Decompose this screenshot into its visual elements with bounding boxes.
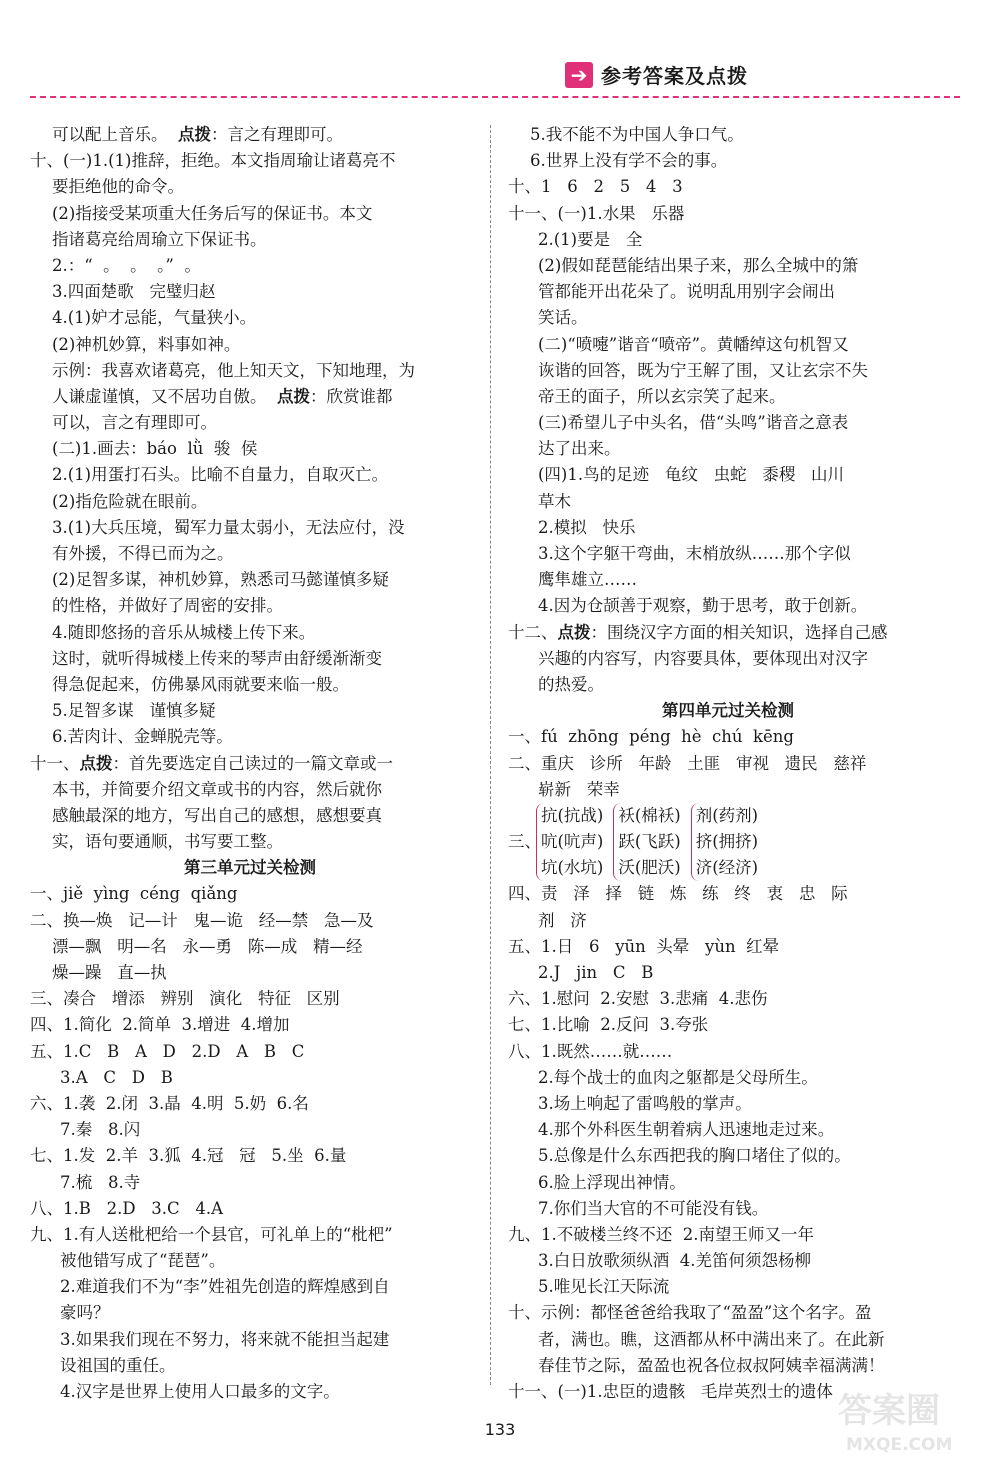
answer-line: 漂—飘 明—名 永—勇 陈—成 精—经 [52,936,363,956]
section-title: 第三单元过关检测 [184,858,316,878]
answer-line: 十一、点拨：首先要选定自己读过的一篇文章或一 [30,753,393,773]
page-number: 133 [484,1420,516,1439]
answer-line: (四)1.鸟的足迹 龟纹 虫蛇 黍稷 山川 [538,465,845,485]
bracket-item: 剂(药剂) [695,805,759,825]
hint-marker: 点拨 [178,125,211,144]
answer-line: (2)指危险就在眼前。 [52,491,208,511]
answer-line: 四、责 泽 择 链 炼 练 终 衷 忠 际 [508,884,848,904]
answer-line: 草木 [538,491,571,511]
answer-line: 4.随即悠扬的音乐从城楼上传下来。 [52,622,316,642]
left-column [30,122,470,1405]
answer-line: 6.苦肉计、金蝉脱壳等。 [52,727,233,747]
answer-line: 八、1.既然……就…… [508,1041,673,1061]
bracket-item: 济(经济) [695,858,759,878]
answer-line: 六、1.慰问 2.安慰 3.悲痛 4.悲伤 [508,989,768,1009]
answer-line: 3.A C D B [60,1067,173,1087]
answer-line: 6.世界上没有学不会的事。 [530,151,728,171]
bracket-item: 袄(棉袄) [618,805,681,825]
bracket-column [536,803,603,882]
watermark-main: 答案圈 [838,1391,940,1431]
bracket-item: 跃(飞跃) [618,832,681,852]
answer-line: 十、示例：都怪爸爸给我取了“盈盈”这个名字。盈 [508,1303,872,1323]
answer-line: 二、换—焕 记—计 鬼—诡 经—禁 急—及 [30,910,374,930]
watermark-sub: MXQE.COM [846,1435,953,1455]
answer-line: 7.梳 8.寺 [60,1172,141,1192]
bracket-item: 抗(抗战) [541,805,604,825]
header-title: 参考答案及点拨 [601,64,748,88]
answer-line: 九、1.不破楼兰终不还 2.南望王师又一年 [508,1224,814,1244]
answer-line: 五、1.日 6 yūn 头晕 yùn 红晕 [508,936,780,956]
bracket-answer-group [508,803,948,882]
header-divider [30,96,960,98]
answer-line: 3.四面楚歌 完璧归赵 [52,282,216,302]
answer-line: (二)1.画去：báo lǜ 骏 侯 [52,439,258,459]
answer-line: 九、1.有人送枇杷给一个县官，可礼单上的“枇杷” [30,1224,393,1244]
answer-line: (2)指接受某项重大任务后写的保证书。本文 [52,203,373,223]
answer-line: 八、1.B 2.D 3.C 4.A [30,1198,224,1218]
arrow-icon: ➔ [565,62,593,88]
answer-line: 要拒绝他的命令。 [52,177,184,197]
answer-line: 十二、点拨：围绕汉字方面的相关知识，选择自己感 [508,622,888,642]
answer-line: 二、重庆 诊所 年龄 土匪 审视 遗民 慈祥 [508,753,867,773]
answer-line: 崭新 荣幸 [538,779,620,799]
answer-line: 本书，并简要介绍文章或书的内容，然后就你 [52,779,382,799]
answer-line: 笑话。 [538,308,588,328]
answer-line: 三、凑合 增添 辨别 演化 特征 区别 [30,989,340,1009]
answer-line: 4.因为仓颉善于观察，勤于思考，敢于创新。 [538,596,868,616]
answer-line: 春佳节之际，盈盈也祝各位叔叔阿姨幸福满满！ [538,1355,885,1375]
answer-line: 人谦虚谨慎，又不居功自傲。 点拨：欣赏谁都 [52,386,393,406]
answer-line: 十一、(一)1.水果 乐器 [508,203,685,223]
hint-marker: 点拨 [277,386,310,406]
answer-line: 豪吗？ [60,1303,110,1323]
answer-line: 5.我不能不为中国人争口气。 [530,125,744,144]
answer-line: (2)神机妙算，料事如神。 [52,334,241,354]
answer-line: 示例：我喜欢诸葛亮，他上知天文，下知地理，为 [52,360,415,380]
answer-line: 兴趣的内容写，内容要具体，要体现出对汉字 [538,648,868,668]
answer-line: 7.你们当大官的不可能没有钱。 [538,1198,769,1218]
answer-line: 诙谐的回答，既为宁王解了围，又让玄宗不失 [538,360,868,380]
answer-line: 2.J jin C B [538,963,654,983]
bracket-column [691,803,758,882]
answer-line: 一、jiě yìng céng qiǎng [30,884,238,904]
answer-line: 者，满也。瞧，这酒都从杯中满出来了。在此新 [538,1329,885,1349]
answer-line: 的性格，并做好了周密的安排。 [52,596,283,616]
answer-line: 3.(1)大兵压境，蜀军力量太弱小，无法应付，没 [52,517,405,537]
answer-line: 达了出来。 [538,439,621,459]
answer-line: 2.：“ 。 。 。” 。 [52,255,201,275]
answer-line: 4.(1)妒才忌能，气量狭小。 [52,308,257,328]
answer-line: 2.(1)用蛋打石头。比喻不自量力，自取灭亡。 [52,465,389,485]
answer-line: 3.这个字躯干弯曲，末梢放纵……那个字似 [538,544,851,563]
answer-line: 燥—躁 直—执 [52,963,167,982]
bracket-item: 挤(拥挤) [695,832,759,852]
answer-line: 这时，就听得城楼上传来的琴声由舒缓渐渐变 [52,648,382,668]
answer-line: (三)希望儿子中头名，借“头鸣”谐音之意表 [538,413,849,433]
answer-line: 十、1 6 2 5 4 3 [508,177,683,197]
answer-line: 4.汉字是世界上使用人口最多的文字。 [60,1382,340,1401]
answer-line: 5.唯见长江天际流 [538,1277,670,1297]
answer-line: 得急促起来，仿佛暴风雨就要来临一般。 [52,674,349,694]
answer-line: 5.足智多谋 谨慎多疑 [52,701,216,721]
answer-line: 7.秦 8.闪 [60,1120,141,1140]
hint-marker: 点拨 [79,753,113,773]
right-column [508,122,948,1405]
answer-line: 有外援，不得已而为之。 [52,544,234,563]
column-divider [490,125,491,1385]
answer-line: 5.总像是什么东西把我的胸口堵住了似的。 [538,1146,851,1166]
answer-line: 可以配上音乐。 点拨：言之有理即可。 [52,125,343,144]
answer-line: 实，语句要通顺，书写要工整。 [52,832,283,852]
watermark-logo [832,1378,982,1458]
answer-line: 五、1.C B A D 2.D A B C [30,1041,305,1061]
answer-line: 的热爱。 [538,674,604,694]
answer-line: (2)假如琵琶能结出果子来，那么全城中的箫 [538,255,859,275]
answer-line: 6.脸上浮现出神情。 [538,1172,686,1192]
answer-line: 十一、(一)1.忠臣的遗骸 毛岸英烈士的遗体 [508,1382,833,1402]
answer-line: 被他错写成了“琵琶”。 [60,1251,226,1271]
answer-line: 4.那个外科医生朝着病人迅速地走过来。 [538,1120,835,1140]
answer-line: 3.白日放歌须纵酒 4.羌笛何须怨杨柳 [538,1251,811,1271]
answer-line: 设祖国的重任。 [60,1355,176,1375]
answer-line: 2.(1)要是 全 [538,229,643,249]
answer-line: 六、1.袭 2.闭 3.晶 4.明 5.奶 6.名 [30,1093,309,1113]
answer-line: 可以，言之有理即可。 [52,413,217,433]
answer-line: 指诸葛亮给周瑜立下保证书。 [52,229,267,249]
answer-line: 十、(一)1.(1)推辞，拒绝。本文指周瑜让诸葛亮不 [30,151,396,171]
bracket-column [613,803,680,882]
bracket-item: 沃(肥沃) [618,858,681,878]
answer-line: 3.如果我们现在不努力，将来就不能担当起建 [60,1329,390,1349]
answer-line: 2.难道我们不为“李”姓祖先创造的辉煌感到自 [60,1277,390,1297]
answer-line: 感触最深的地方，写出自己的感想，感想要真 [52,805,382,825]
section-title: 第四单元过关检测 [662,701,794,721]
answer-line: 鹰隼雄立…… [538,570,637,590]
answer-line: 2.模拟 快乐 [538,517,636,537]
answer-line: (2)足智多谋，神机妙算，熟悉司马懿谨慎多疑 [52,570,389,590]
answer-line: 一、fú zhōng péng hè chú kēng [508,727,794,747]
answer-line: 帝王的面子，所以玄宗笑了起来。 [538,386,786,406]
page-header [565,60,748,89]
answer-line: 七、1.发 2.羊 3.狐 4.冠 冠 5.坐 6.量 [30,1146,347,1166]
bracket-item: 坑(水坑) [541,858,604,878]
answer-line: 管都能开出花朵了。说明乱用别字会闹出 [538,282,835,302]
answer-line: (二)“喷嚏”谐音“喷帝”。黄幡绰这句机智又 [538,334,849,354]
hint-marker: 点拨 [557,622,591,642]
answer-line: 3.场上响起了雷鸣般的掌声。 [538,1093,752,1113]
answer-line: 四、1.简化 2.简单 3.增进 4.增加 [30,1015,290,1035]
answer-line: 2.每个战士的血肉之躯都是父母所生。 [538,1067,818,1087]
question-number: 三、 [508,831,541,851]
answer-line: 七、1.比喻 2.反问 3.夸张 [508,1015,709,1035]
bracket-item: 吭(吭声) [541,832,604,852]
answer-line: 剂 济 [538,910,587,930]
